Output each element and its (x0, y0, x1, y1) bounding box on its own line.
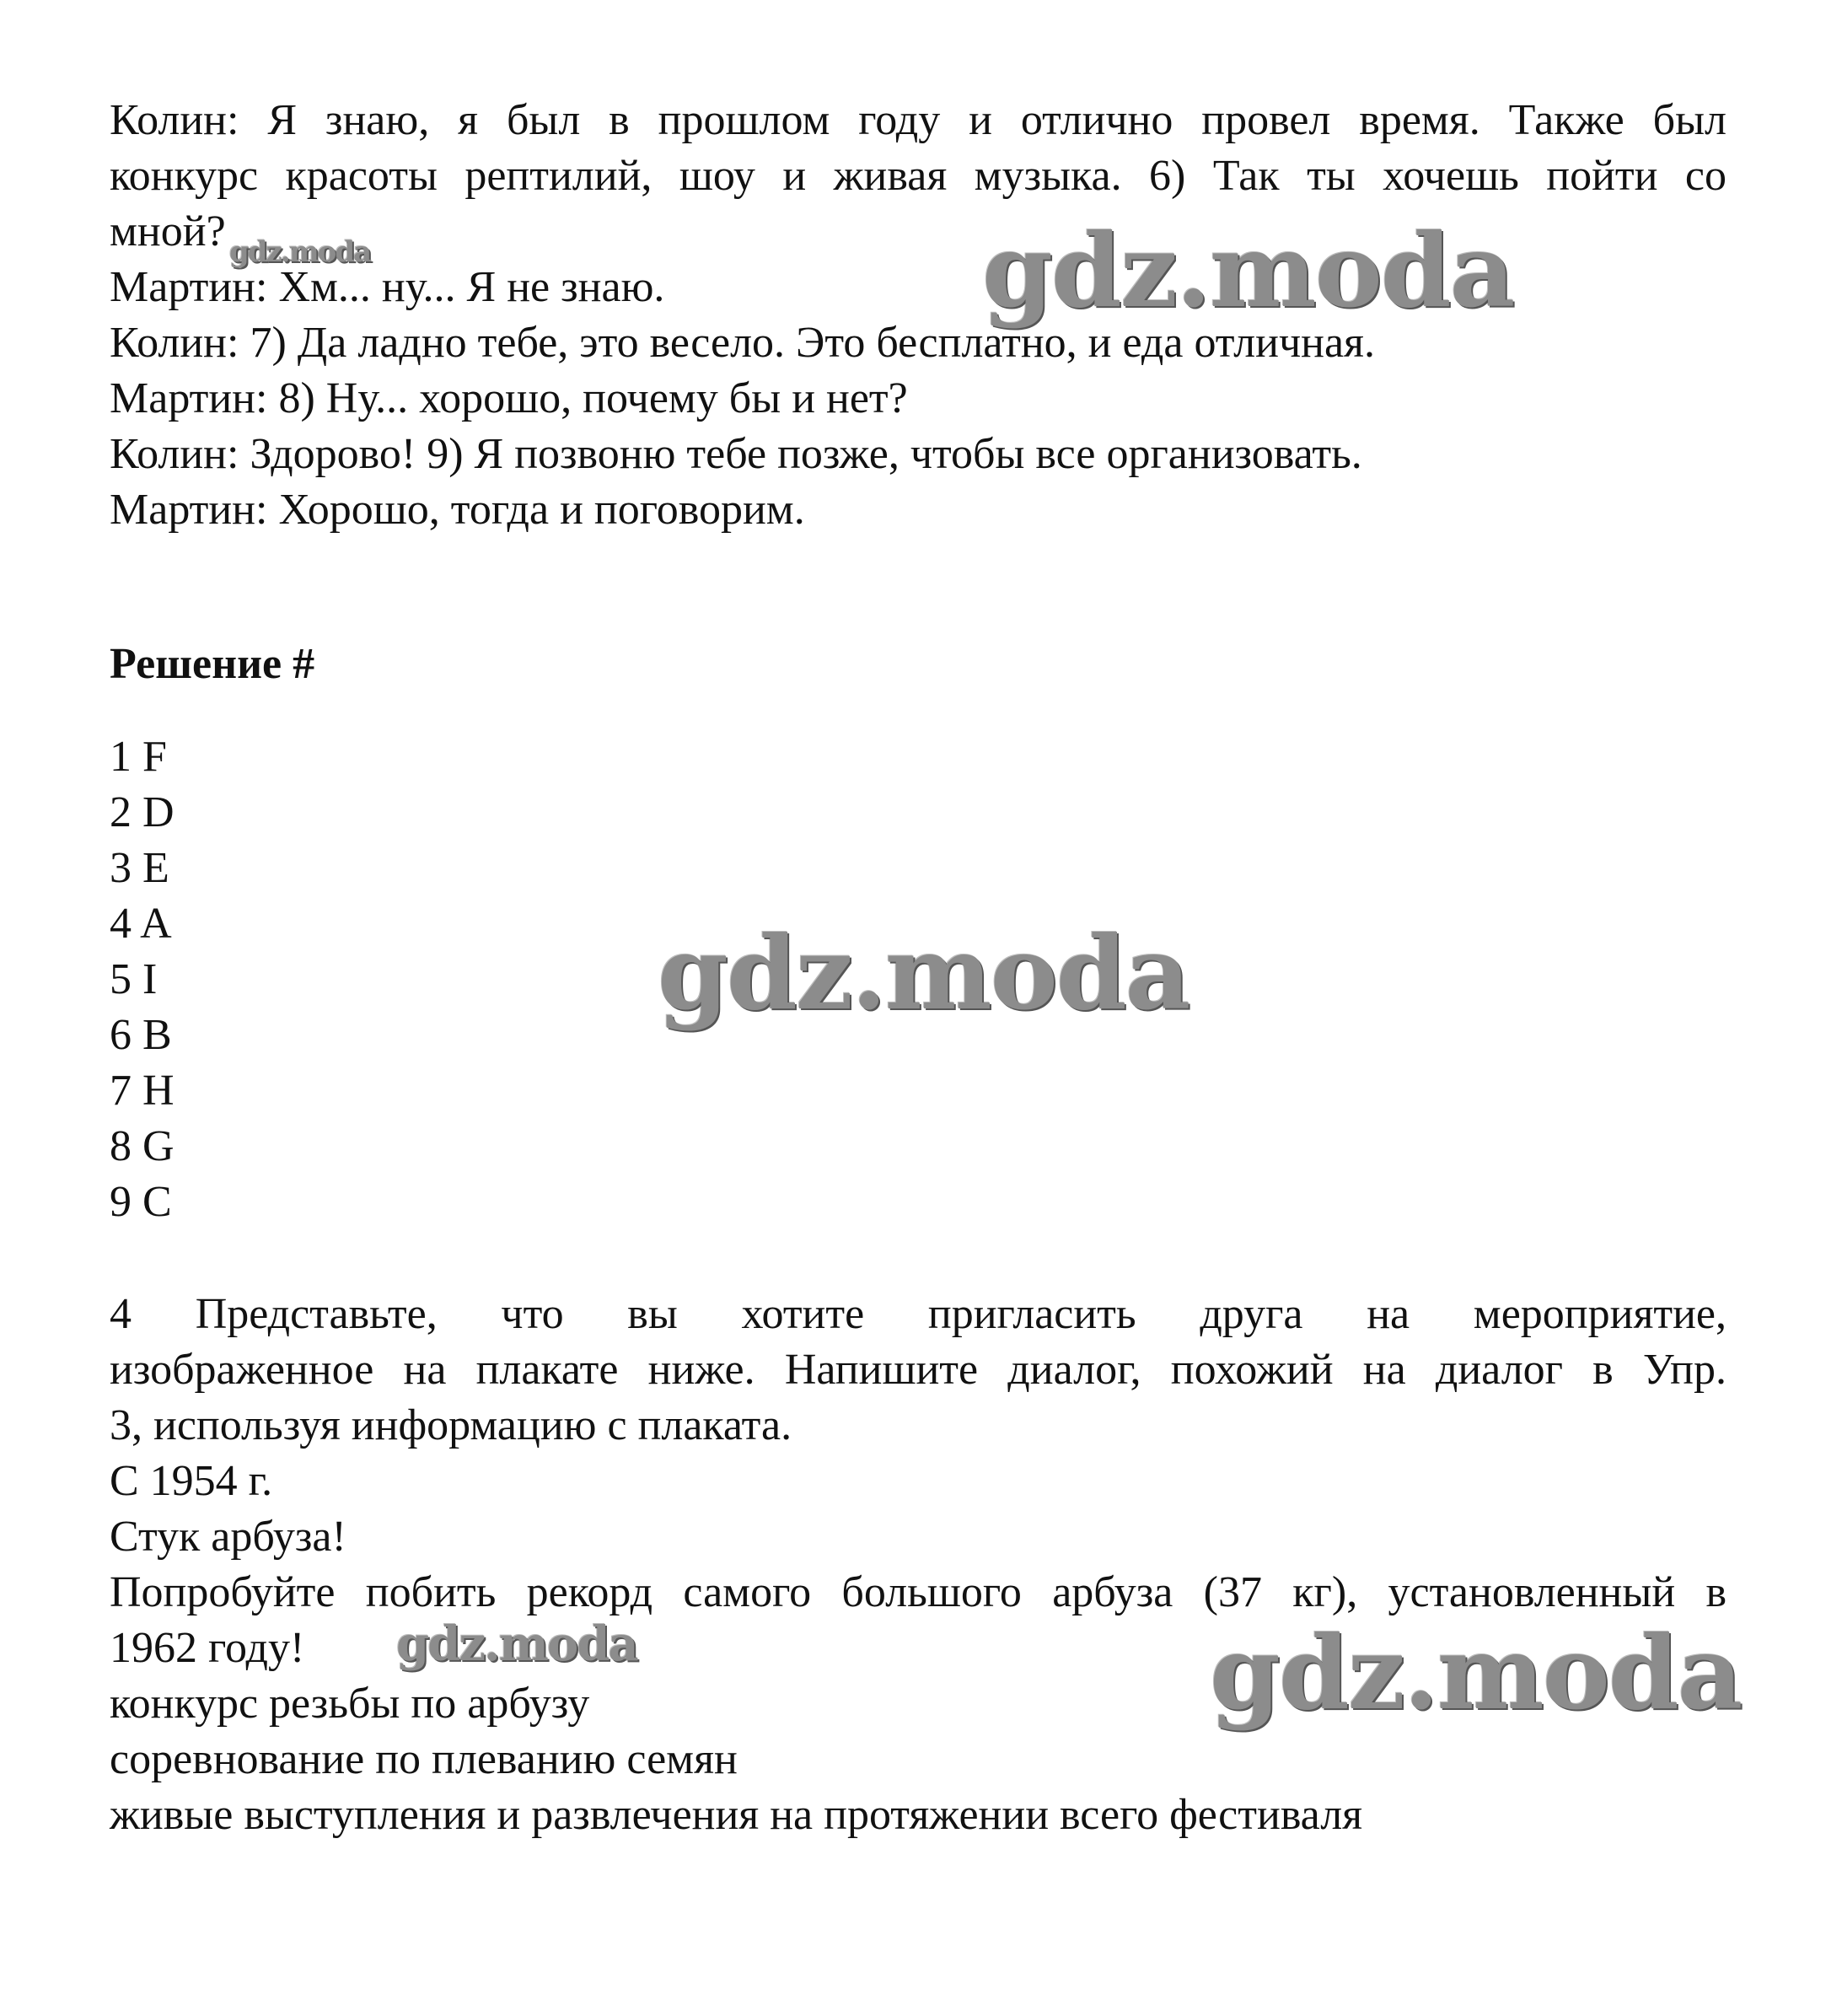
answer-item: 7 H (110, 1067, 175, 1115)
task4-line: 3, используя информацию с плаката. (110, 1401, 792, 1449)
task4-line: изображенное на плакате ниже. Напишите диалог, похожий на диалог в Упр. (110, 1346, 1727, 1394)
poster-since: С 1954 г. (110, 1457, 273, 1505)
answer-item: 4 A (110, 900, 172, 948)
dialogue-line: конкурс красоты рептилий, шоу и живая музыка. 6) Так ты хочешь пойти со (110, 152, 1727, 200)
answer-item: 3 E (110, 844, 169, 892)
answer-item: 6 B (110, 1011, 172, 1059)
dialogue-line: Мартин: Хорошо, тогда и поговорим. (110, 486, 805, 534)
poster-item: конкурс резьбы по арбузу (110, 1680, 590, 1728)
answer-item: 1 F (110, 733, 167, 781)
poster-item: живые выступления и развлечения на протяжении всего фестиваля (110, 1791, 1363, 1839)
poster-record: Попробуйте побить рекорд самого большого арбуза (37 кг), установленный в (110, 1568, 1727, 1616)
watermark: gdz.moda (1210, 1614, 1742, 1733)
dialogue-line: Колин: Я знаю, я был в прошлом году и отлично провел время. Также был (110, 96, 1727, 144)
solution-heading: Решение # (110, 640, 315, 688)
answer-item: 9 C (110, 1178, 172, 1226)
dialogue-line: Мартин: 8) Ну... хорошо, почему бы и нет? (110, 374, 908, 422)
poster-record-year: 1962 году! (110, 1624, 305, 1672)
task4-line: 4 Представьте, что вы хотите пригласить друга на мероприятие, (110, 1290, 1727, 1338)
poster-item: соревнование по плеванию семян (110, 1735, 738, 1783)
watermark: gdz.moda (658, 914, 1190, 1033)
answer-item: 2 D (110, 788, 175, 836)
watermark: gdz.moda (982, 212, 1514, 331)
dialogue-line: Мартин: Хм... ну... Я не знаю. (110, 263, 665, 311)
dialogue-line: Колин: Здорово! 9) Я позвоню тебе позже, чтобы все организовать. (110, 430, 1362, 478)
answer-item: 8 G (110, 1122, 175, 1170)
answer-item: 5 I (110, 955, 158, 1003)
dialogue-line: мной? (110, 207, 226, 255)
dialogue-line: Колин: 7) Да ладно тебе, это весело. Это бесплатно, и еда отличная. (110, 319, 1375, 367)
watermark: gdz.moda (229, 235, 371, 269)
watermark: gdz.moda (396, 1616, 637, 1672)
poster-title: Стук арбуза! (110, 1513, 346, 1561)
